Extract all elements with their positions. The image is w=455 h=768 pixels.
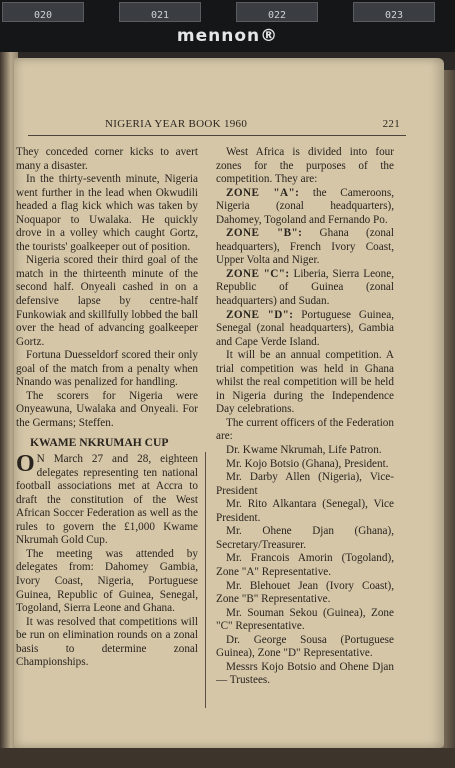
officer-entry: Dr. Kwame Nkrumah, Life Patron. — [226, 444, 382, 457]
scanner-toolbar — [0, 0, 455, 52]
zone-label: ZONE "D": — [226, 308, 294, 321]
column-divider — [205, 452, 206, 708]
drop-cap: O — [16, 451, 35, 478]
page-thumbnail[interactable] — [119, 2, 201, 22]
officer-entry: Mr. Darby Allen (Nigeria), Vice-President — [216, 471, 394, 497]
zone-label: ZONE "C": — [226, 267, 290, 280]
page-number: 221 — [382, 118, 400, 130]
officer-entry: Messrs Kojo Botsio and Ohene Djan — Trustees. — [216, 660, 394, 687]
left-column — [16, 146, 198, 670]
book-page — [14, 58, 444, 748]
officer-entry: Mr. Rito Alkantara (Senegal), Vice President. — [216, 498, 394, 524]
page-thumbnail[interactable] — [2, 2, 84, 22]
paragraph: Nigeria scored their third goal of the match in the thirteenth minute of the second half. Onyeali cashed in on a defensive lapse by centre-half Funkowiak and skillfully lobbed the ball over the head of advancing goalkeeper Gortz. — [16, 254, 198, 348]
zone-entry — [216, 227, 394, 268]
paragraph: They conceded corner kicks to avert many a disaster. — [16, 146, 198, 172]
section-heading: KWAME NKRUMAH CUP — [30, 436, 169, 450]
paragraph: It was resolved that competitions will be run on elimination rounds on a zonal basis to determine zonal Championships. — [16, 615, 198, 669]
thumbnail-label: 022 — [267, 10, 287, 21]
zone-text: Portuguese Guinea, Senegal (zonal headquarters), Gambia and Cape Verde Island. — [216, 308, 394, 348]
paragraph: Fortuna Duesseldorf scored their only goal of the match from a penalty when Nnando was penalized for handling. — [16, 349, 198, 389]
zone-entry — [216, 268, 394, 309]
page-thumbnail[interactable] — [353, 2, 435, 22]
officer-entry: Mr. Kojo Botsio (Ghana), President. — [226, 457, 389, 470]
officer-entry: Dr. George Sousa (Portuguese Guinea), Zone "D" Representative. — [216, 633, 394, 660]
paragraph-text: N March 27 and 28, eighteen delegates representing ten national football associations met at Accra to draft the constitution of the West African Soccer Federation as well as the rules to govern the £1,000 Kwame Nkrumah Gold Cup. — [16, 453, 198, 547]
page-thumbnail[interactable] — [236, 2, 318, 22]
paragraph: West Africa is divided into four zones for the purposes of the competition. They are: — [216, 146, 394, 186]
officer-entry: Mr. Blehouet Jean (Ivory Coast), Zone "B" Representative. — [216, 579, 394, 606]
zone-text: the Cameroons, Nigeria (zonal headquarters), Dahomey, Togoland and Fernando Po. — [216, 186, 394, 226]
paragraph — [16, 453, 198, 548]
zone-text: Liberia, Sierra Leone, Republic of Guinea (zonal headquarters) and Sudan. — [216, 267, 394, 308]
paragraph: In the thirty-seventh minute, Nigeria went further in the lead when Okwudili headed a flag kick which was taken by Noquapor to Uwalaka. He quickly drove in a volley which caught Gortz, the tourists' goalkeeper out of position. — [16, 173, 198, 253]
paragraph: It will be an annual competition. A trial competition was held in Ghana whilst the real competition will be held in Nigeria during the Independence Day celebrations. — [216, 349, 394, 416]
thumbnail-label: 021 — [150, 10, 170, 21]
book-bottom-shadow — [0, 748, 455, 768]
officer-entry: Mr. Ohene Djan (Ghana), Secretary/Treasurer. — [216, 525, 394, 551]
officer-entry: Mr. Francois Amorin (Togoland), Zone "A" Representative. — [216, 552, 394, 578]
thumbnail-label: 020 — [33, 10, 53, 21]
zone-label: ZONE "B": — [226, 227, 303, 240]
paragraph: The current officers of the Federation are: — [216, 416, 394, 443]
paragraph: The scorers for Nigeria were Onyeawuna, Uwalaka and Onyeali. For the Germans; Steffen. — [16, 389, 198, 429]
zone-text: Ghana (zonal headquarters), French Ivory Coast, Upper Volta and Niger. — [216, 227, 394, 267]
running-title: NIGERIA YEAR BOOK 1960 — [105, 118, 248, 130]
zone-entry — [216, 309, 394, 350]
paragraph: The meeting was attended by delegates from: Dahomey Gambia, Ivory Coast, Nigeria, Portuguese Guinea, Republic of Guinea, Senegal, Togoland, Sierra Leone and Ghana. — [16, 547, 198, 615]
zone-entry — [216, 187, 394, 228]
header-rule — [28, 135, 406, 136]
officer-entry: Mr. Souman Sekou (Guinea), Zone "C" Representative. — [216, 606, 394, 633]
thumbnail-label: 023 — [384, 10, 404, 21]
brand-logo: mennon® — [176, 26, 279, 46]
zone-label: ZONE "A": — [226, 186, 300, 199]
right-column — [216, 146, 394, 688]
